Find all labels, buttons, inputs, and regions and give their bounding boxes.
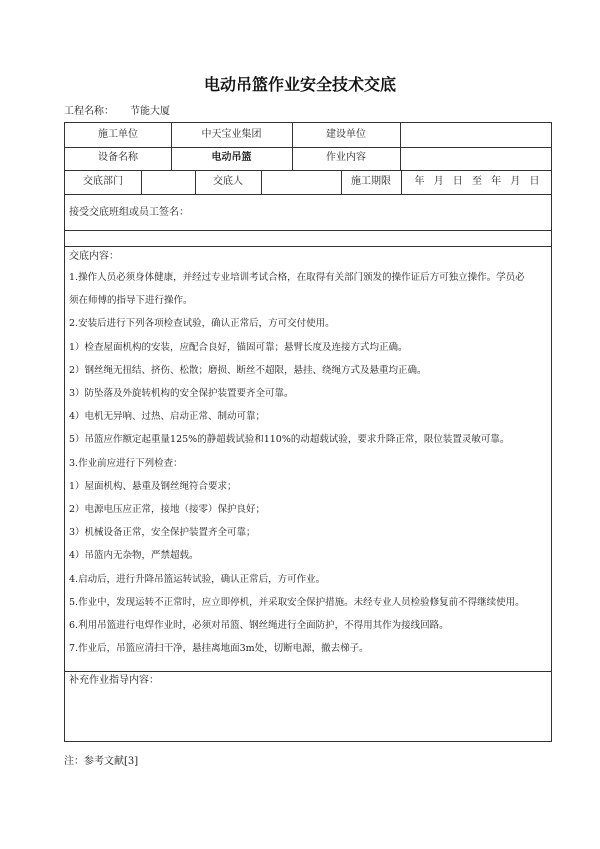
footnote: 注：参考文献[3]: [64, 756, 139, 767]
supplement-label: 补充作业指导内容：: [69, 675, 159, 686]
col-divider: [400, 123, 401, 170]
period-label: 施工期限: [351, 176, 391, 187]
row-divider: [65, 671, 551, 672]
project-name-label: 工程名称：: [64, 106, 114, 117]
sign-label: 接受交底班组或员工签名：: [69, 207, 189, 218]
period-value: 年 月 日 至 年 月 日: [414, 176, 540, 187]
content-line: 4）电机无异响、过热、启动正常、制动可靠；: [69, 411, 266, 423]
equipment-value: 电动吊篮: [211, 152, 252, 163]
content-line: 2.安装后进行下列各项检查试验，确认正常后，方可交付使用。: [69, 318, 335, 330]
build-unit-label: 建设单位: [326, 129, 366, 140]
disclosure-table: [64, 122, 552, 742]
construction-unit-value: 中天宝业集团: [201, 129, 262, 140]
content-line: 5.作业中，发现运转不正常时，应立即停机，并采取安全保护措施。未经专业人员检验修复前不得继续使用。: [69, 596, 525, 608]
content-line: 3）防坠落及外旋转机构的安全保护装置要齐全可靠。: [69, 388, 294, 399]
content-line: 4）吊篮内无杂物，严禁超载。: [69, 550, 199, 562]
work-content-label: 作业内容: [326, 152, 366, 163]
content-line: 3）机械设备正常，安全保护装置齐全可靠；: [69, 527, 256, 539]
content-line: 2）钢丝绳无扭结、挤伤、松散；磨损、断丝不超限，悬挂、绕绳方式及悬重均正确。: [69, 364, 427, 376]
content-line: 7.作业后，吊篮应清扫干净，悬挂离地面3m处，切断电源，撤去梯子。: [69, 643, 369, 655]
content-line: 4.启动后，进行升降吊篮运转试验，确认正常后，方可作业。: [69, 573, 326, 585]
content-line: 2）电源电压应正常，接地（接零）保护良好；: [69, 504, 266, 515]
col-divider: [261, 170, 262, 194]
dept-label: 交底部门: [83, 176, 123, 187]
content-line: 5）吊篮应作额定起重量125%的静超载试验和110%的动超载试验，要求升降正常，限位装置灵敏可靠。: [69, 434, 510, 446]
content-line: 1）屋面机构、悬重及钢丝绳符合要求；: [69, 480, 237, 492]
construction-unit-label: 施工单位: [98, 129, 138, 140]
equipment-label: 设备名称: [98, 152, 138, 163]
page-title: 电动吊篮作业安全技术交底: [203, 75, 396, 94]
row-divider: [65, 194, 551, 195]
row-divider: [65, 147, 551, 148]
content-label: 交底内容：: [69, 251, 119, 262]
project-name-row: [64, 102, 170, 117]
content-line: 1.操作人员必须身体健康，并经过专业培训考试合格，在取得有关部门颁发的操作证后方可独立操作。学员必: [69, 272, 525, 283]
content-line: 1）检查屋面机构的安装，应配合良好，锚固可靠；悬臂长度及连接方式均正确。: [69, 341, 408, 353]
row-divider: [65, 230, 551, 231]
content-line: 3.作业前应进行下列检查：: [69, 457, 183, 469]
row-divider: [65, 170, 551, 171]
content-line: 6.利用吊篮进行电焊作业时，必须对吊篮、钢丝绳进行全面防护，不得用其作为接线回路。: [69, 620, 449, 631]
content-line: 须在师傅的指导下进行操作。: [69, 295, 193, 307]
col-divider: [141, 170, 142, 194]
row-divider: [65, 246, 551, 247]
project-name-value: 节能大厦: [130, 106, 170, 117]
person-label: 交底人: [213, 176, 243, 187]
